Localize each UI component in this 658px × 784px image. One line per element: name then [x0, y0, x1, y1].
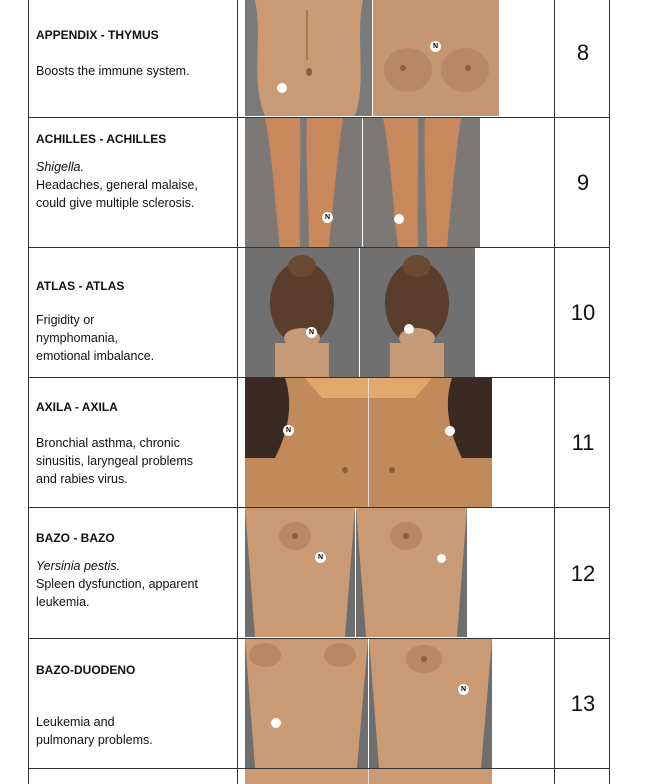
point-number: 9 — [576, 170, 590, 195]
row-text — [36, 661, 232, 749]
point-number: 8 — [576, 40, 590, 65]
torso-image-arms-up — [245, 378, 492, 507]
point-number: 12 — [570, 561, 596, 586]
row-text — [36, 277, 232, 365]
point-description: Frigidity or nymphomania, emotional imbalance. — [36, 313, 155, 363]
head-image-back — [245, 248, 359, 377]
row-text — [36, 26, 232, 80]
table-row — [0, 118, 658, 247]
point-description: Headaches, general malaise, could give multiple sclerosis. — [36, 178, 198, 210]
row-text — [36, 130, 232, 212]
table-row — [0, 378, 658, 507]
n-marker-icon: N — [322, 212, 333, 223]
head-image-back — [360, 248, 475, 377]
n-marker-icon: N — [458, 684, 469, 695]
marker-dot — [404, 324, 414, 334]
table-row — [0, 508, 658, 638]
row-text — [36, 529, 232, 611]
n-marker-icon: N — [315, 552, 326, 563]
table-row — [0, 639, 658, 768]
table-row — [0, 0, 658, 117]
point-title: ACHILLES - ACHILLES — [36, 132, 167, 146]
point-title: APPENDIX - THYMUS — [36, 28, 159, 42]
torso-image-front — [245, 639, 368, 768]
body-image-partial — [245, 769, 492, 784]
body-image-legs — [363, 118, 480, 247]
point-title: ATLAS - ATLAS — [36, 279, 125, 293]
torso-image-front — [245, 508, 355, 637]
point-title: BAZO-DUODENO — [36, 663, 136, 677]
table-row — [0, 248, 658, 377]
point-number: 11 — [571, 430, 595, 455]
n-marker-icon: N — [283, 425, 294, 436]
body-image-legs — [245, 118, 362, 247]
point-description: Bronchial asthma, chronic sinusitis, laryngeal problems and rabies virus. — [36, 436, 194, 486]
marker-dot — [437, 554, 446, 563]
torso-image-front — [369, 639, 492, 768]
point-description: Boosts the immune system. — [36, 64, 190, 78]
point-title: BAZO - BAZO — [36, 531, 115, 545]
n-marker-icon: N — [306, 327, 317, 338]
row-text — [36, 398, 232, 488]
point-number: 13 — [570, 691, 596, 716]
marker-dot — [277, 83, 287, 93]
body-image-front — [373, 0, 499, 116]
point-pathogen: Shigella. — [36, 160, 84, 174]
point-title: AXILA - AXILA — [36, 400, 118, 414]
marker-dot — [394, 214, 404, 224]
point-number: 10 — [570, 300, 596, 325]
point-description: Spleen dysfunction, apparent leukemia. — [36, 577, 198, 609]
point-pathogen: Yersinia pestis. — [36, 559, 121, 573]
marker-dot — [445, 426, 455, 436]
point-description: Leukemia and pulmonary problems. — [36, 715, 153, 747]
marker-dot — [271, 718, 281, 728]
n-marker-icon: N — [430, 41, 441, 52]
torso-image-front — [356, 508, 467, 637]
body-image-front — [245, 0, 372, 116]
